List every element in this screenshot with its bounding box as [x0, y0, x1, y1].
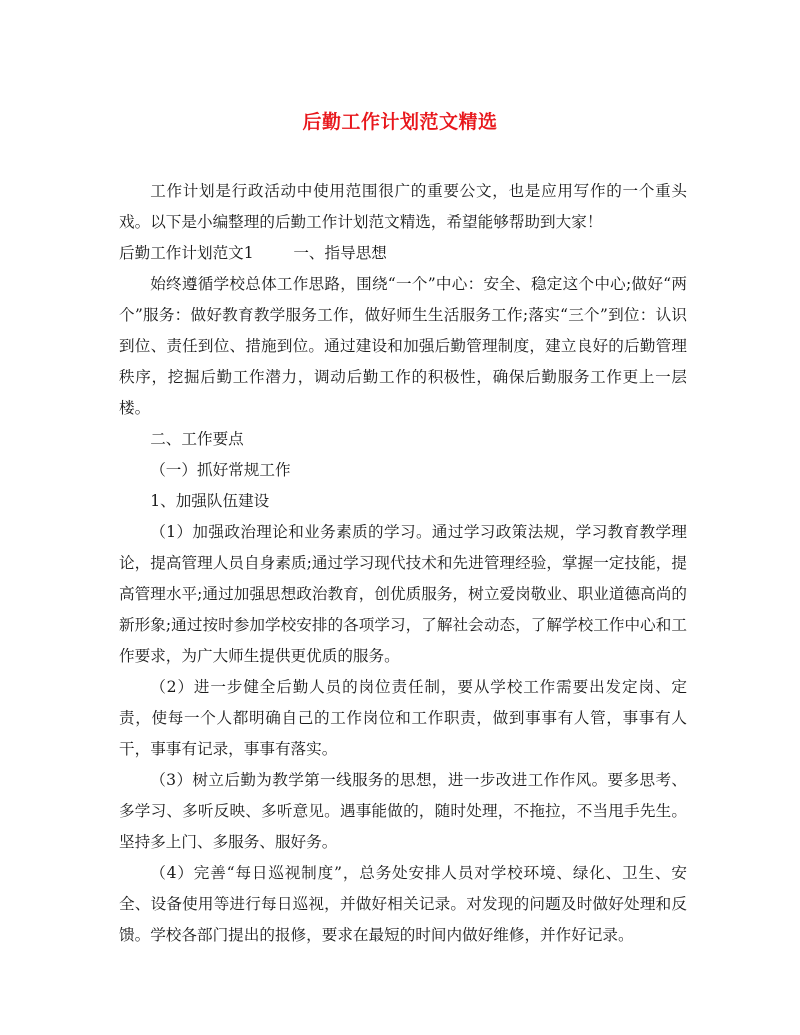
intro-paragraph: 工作计划是行政活动中使用范围很广的重要公文，也是应用写作的一个重头戏。以下是小编整理的后勤工作计划范文精选，希望能够帮助到大家！ [119, 182, 687, 231]
document-title: 后勤工作计划范文精选 [302, 111, 498, 133]
item-heading: 1、加强队伍建设 [150, 492, 270, 510]
document-body [119, 176, 687, 951]
paragraph-4: （4）完善“每日巡视制度”，总务处安排人员对学校环境、绿化、卫生、安全、设备使用等进行每日巡视，并做好相关记录。对发现的问题及时做好处理和反馈。学校各部门提出的报修，要求在最短的时间内做好维修，并作好记录。 [119, 864, 687, 944]
paragraph-2: （2）进一步健全后勤人员的岗位责任制，要从学校工作需要出发定岗、定责，使每一个人都明确自己的工作岗位和工作职责，做到事事有人管，事事有人干，事事有记录，事事有落实。 [119, 678, 687, 758]
paragraph-3: （3）树立后勤为教学第一线服务的思想，进一步改进工作作风。要多思考、多学习、多听反映、多听意见。遇事能做的，随时处理，不拖拉，不当甩手先生。坚持多上门、多服务、服好务。 [119, 771, 687, 851]
paragraph-1: （1）加强政治理论和业务素质的学习。通过学习政策法规，学习教育教学理论，提高管理人员自身素质;通过学习现代技术和先进管理经验，掌握一定技能，提高管理水平;通过加强思想政治教育，创优质服务，树立爱岗敬业、职业道德高尚的新形象;通过按时参加学校安排的各项学习，了解社会动态，了解学校工作中心和工作要求，为广大师生提供更优质的服务。 [119, 523, 687, 665]
sample-heading: 后勤工作计划范文1 一、指导思想 [119, 244, 387, 262]
guiding-paragraph: 始终遵循学校总体工作思路，围绕“一个”中心：安全、稳定这个中心;做好“两个”服务：做好教育教学服务工作，做好师生生活服务工作;落实“三个”到位：认识到位、责任到位、措施到位。通过建设和加强后勤管理制度，建立良好的后勤管理秩序，挖掘后勤工作潜力，调动后勤工作的积极性，确保后勤服务工作更上一层楼。 [119, 275, 687, 417]
section-heading: 二、工作要点 [150, 430, 244, 448]
subsection-heading: （一）抓好常规工作 [150, 461, 291, 479]
